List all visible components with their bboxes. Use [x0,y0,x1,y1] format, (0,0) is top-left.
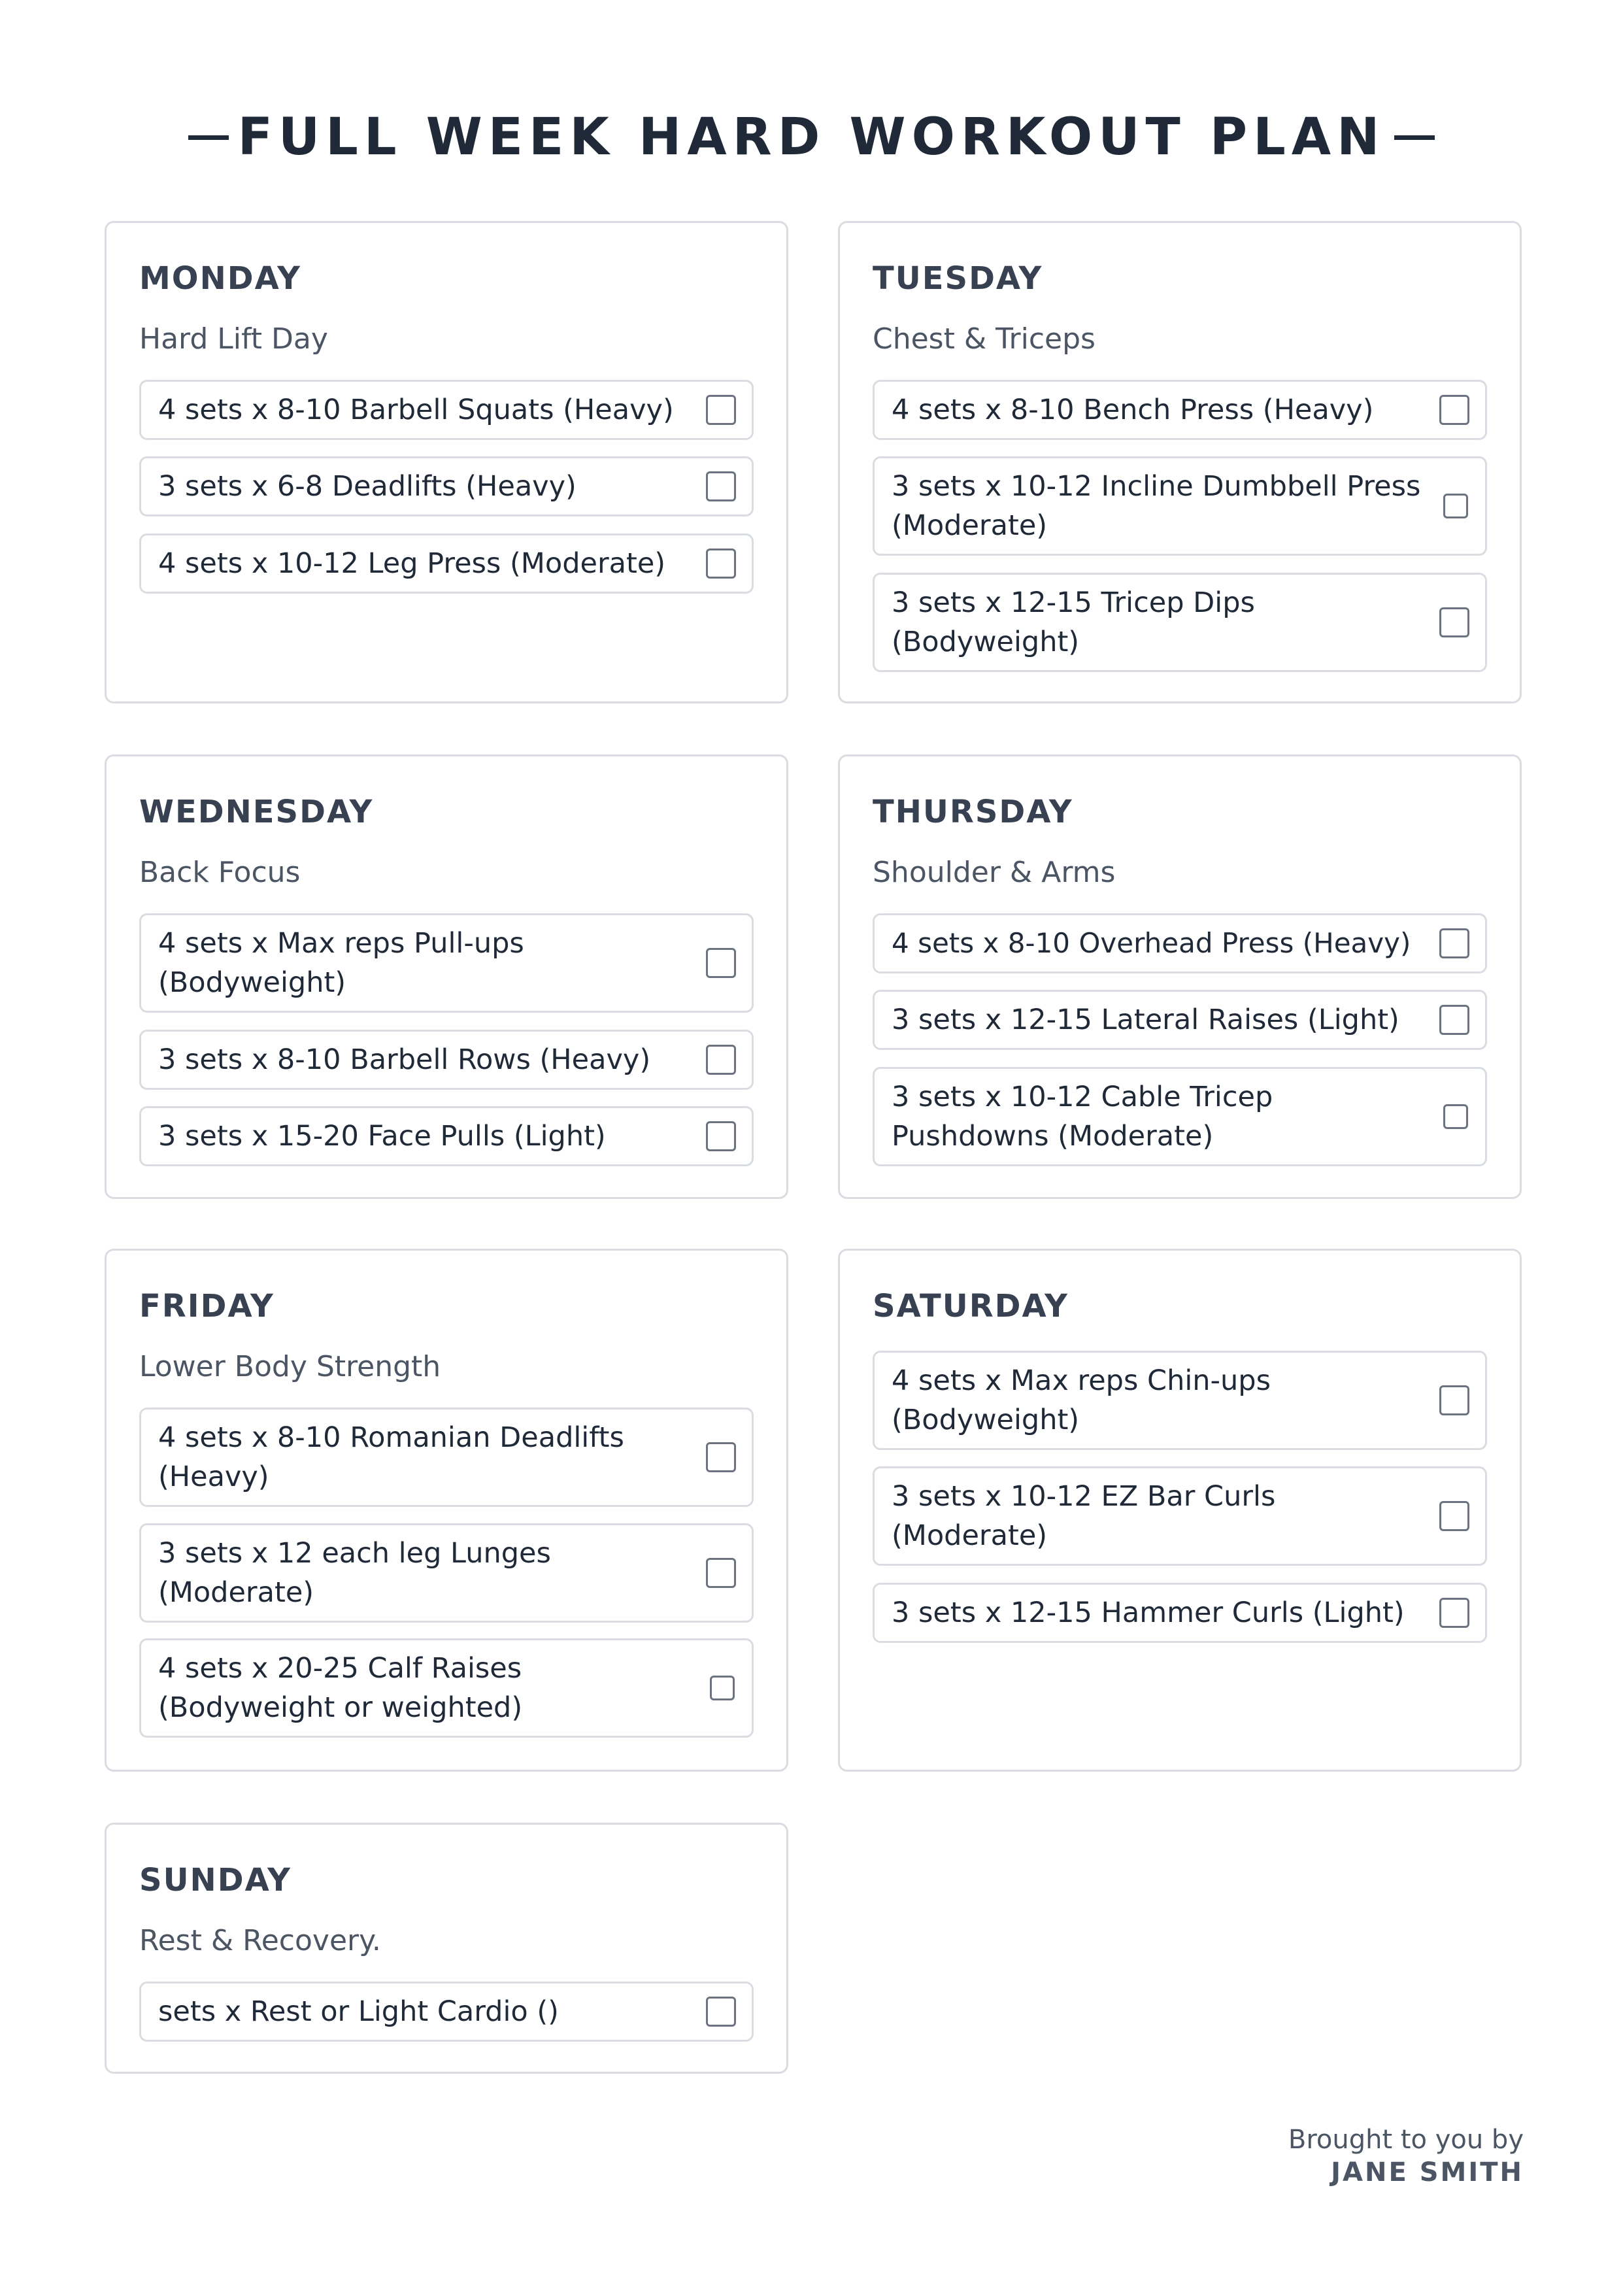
day-name: THURSDAY [873,794,1073,830]
exercise-label: 4 sets x 8-10 Barbell Squats (Heavy) [158,394,674,426]
day-card-saturday [838,1249,1522,1772]
exercise-checkbox[interactable] [1439,928,1469,958]
day-card-monday [105,221,788,703]
exercise-label: 4 sets x Max reps Pull-ups (Bodyweight) [158,927,524,999]
exercise-label: 4 sets x 8-10 Bench Press (Heavy) [892,394,1374,426]
exercise-checkbox[interactable] [706,1442,736,1472]
exercise-label: 3 sets x 12-15 Lateral Raises (Light) [892,1004,1399,1036]
footer-credit-line: Brought to you by [1288,2125,1524,2155]
day-name: MONDAY [139,260,301,297]
title-dash-right [1394,135,1435,140]
exercise-checkbox[interactable] [706,1997,736,2027]
exercise-checkbox[interactable] [706,549,736,579]
exercise-label: 3 sets x 8-10 Barbell Rows (Heavy) [158,1043,651,1076]
footer-author: JANE SMITH [1331,2157,1524,2187]
exercise-item[interactable] [873,990,1487,1050]
exercise-item[interactable] [873,913,1487,973]
exercise-label: 3 sets x 10-12 EZ Bar Curls (Moderate) [892,1480,1276,1552]
day-name: SUNDAY [139,1862,292,1899]
exercise-label: 4 sets x 20-25 Calf Raises (Bodyweight or weighted) [158,1652,523,1724]
exercise-checkbox[interactable] [1439,1501,1469,1531]
title-dash-left [188,135,229,140]
exercise-label: 3 sets x 10-12 Cable Tricep Pushdowns (Moderate) [892,1081,1273,1153]
day-card-sunday [105,1823,788,2074]
day-subtitle: Hard Lift Day [139,322,328,356]
exercise-item[interactable] [139,1523,754,1623]
exercise-item[interactable] [873,1351,1487,1450]
exercise-checkbox[interactable] [1439,1385,1469,1415]
exercise-item[interactable] [139,456,754,516]
exercise-item[interactable] [139,1982,754,2042]
day-subtitle: Rest & Recovery. [139,1924,381,1957]
exercise-label: 3 sets x 15-20 Face Pulls (Light) [158,1120,606,1153]
day-card-wednesday [105,754,788,1199]
exercise-label: 4 sets x 10-12 Leg Press (Moderate) [158,547,666,580]
exercise-checkbox[interactable] [1439,1005,1469,1035]
exercise-item[interactable] [873,1466,1487,1566]
exercise-label: 3 sets x 12-15 Tricep Dips (Bodyweight) [892,586,1255,658]
exercise-item[interactable] [139,533,754,594]
exercise-checkbox[interactable] [1443,1104,1468,1129]
day-subtitle: Lower Body Strength [139,1350,441,1383]
exercise-item[interactable] [139,380,754,440]
exercise-checkbox[interactable] [706,1045,736,1075]
exercise-checkbox[interactable] [710,1676,735,1700]
exercise-item[interactable] [873,573,1487,672]
day-subtitle: Back Focus [139,856,301,889]
day-name: FRIDAY [139,1288,275,1325]
exercise-label: 3 sets x 12 each leg Lunges (Moderate) [158,1537,551,1609]
exercise-item[interactable] [139,913,754,1013]
exercise-label: 3 sets x 10-12 Incline Dumbbell Press (Moderate) [892,470,1421,542]
day-card-friday [105,1249,788,1772]
exercise-checkbox[interactable] [706,948,736,978]
exercise-item[interactable] [873,1583,1487,1643]
day-name: SATURDAY [873,1288,1069,1325]
exercise-checkbox[interactable] [706,1121,736,1151]
exercise-item[interactable] [873,1067,1487,1166]
page-title-text: FULL WEEK HARD WORKOUT PLAN [237,108,1386,167]
exercise-label: 4 sets x 8-10 Overhead Press (Heavy) [892,927,1411,959]
day-card-tuesday [838,221,1522,703]
day-name: WEDNESDAY [139,794,374,830]
exercise-label: sets x Rest or Light Cardio () [158,1995,559,2028]
exercise-checkbox[interactable] [706,395,736,425]
day-subtitle: Shoulder & Arms [873,856,1116,889]
exercise-checkbox[interactable] [1439,395,1469,425]
day-name: TUESDAY [873,260,1043,297]
exercise-item[interactable] [139,1408,754,1507]
exercise-checkbox[interactable] [706,471,736,501]
exercise-item[interactable] [873,380,1487,440]
exercise-checkbox[interactable] [1439,607,1469,637]
exercise-label: 4 sets x 8-10 Romanian Deadlifts (Heavy) [158,1421,624,1493]
day-card-thursday [838,754,1522,1199]
exercise-checkbox[interactable] [1443,494,1468,518]
exercise-label: 3 sets x 6-8 Deadlifts (Heavy) [158,470,577,503]
exercise-label: 4 sets x Max reps Chin-ups (Bodyweight) [892,1364,1271,1436]
exercise-item[interactable] [139,1638,754,1738]
exercise-checkbox[interactable] [1439,1598,1469,1628]
exercise-item[interactable] [139,1106,754,1166]
day-subtitle: Chest & Triceps [873,322,1096,356]
exercise-checkbox[interactable] [706,1558,736,1588]
page-title [0,105,1623,170]
exercise-item[interactable] [139,1030,754,1090]
exercise-item[interactable] [873,456,1487,556]
exercise-label: 3 sets x 12-15 Hammer Curls (Light) [892,1596,1405,1629]
